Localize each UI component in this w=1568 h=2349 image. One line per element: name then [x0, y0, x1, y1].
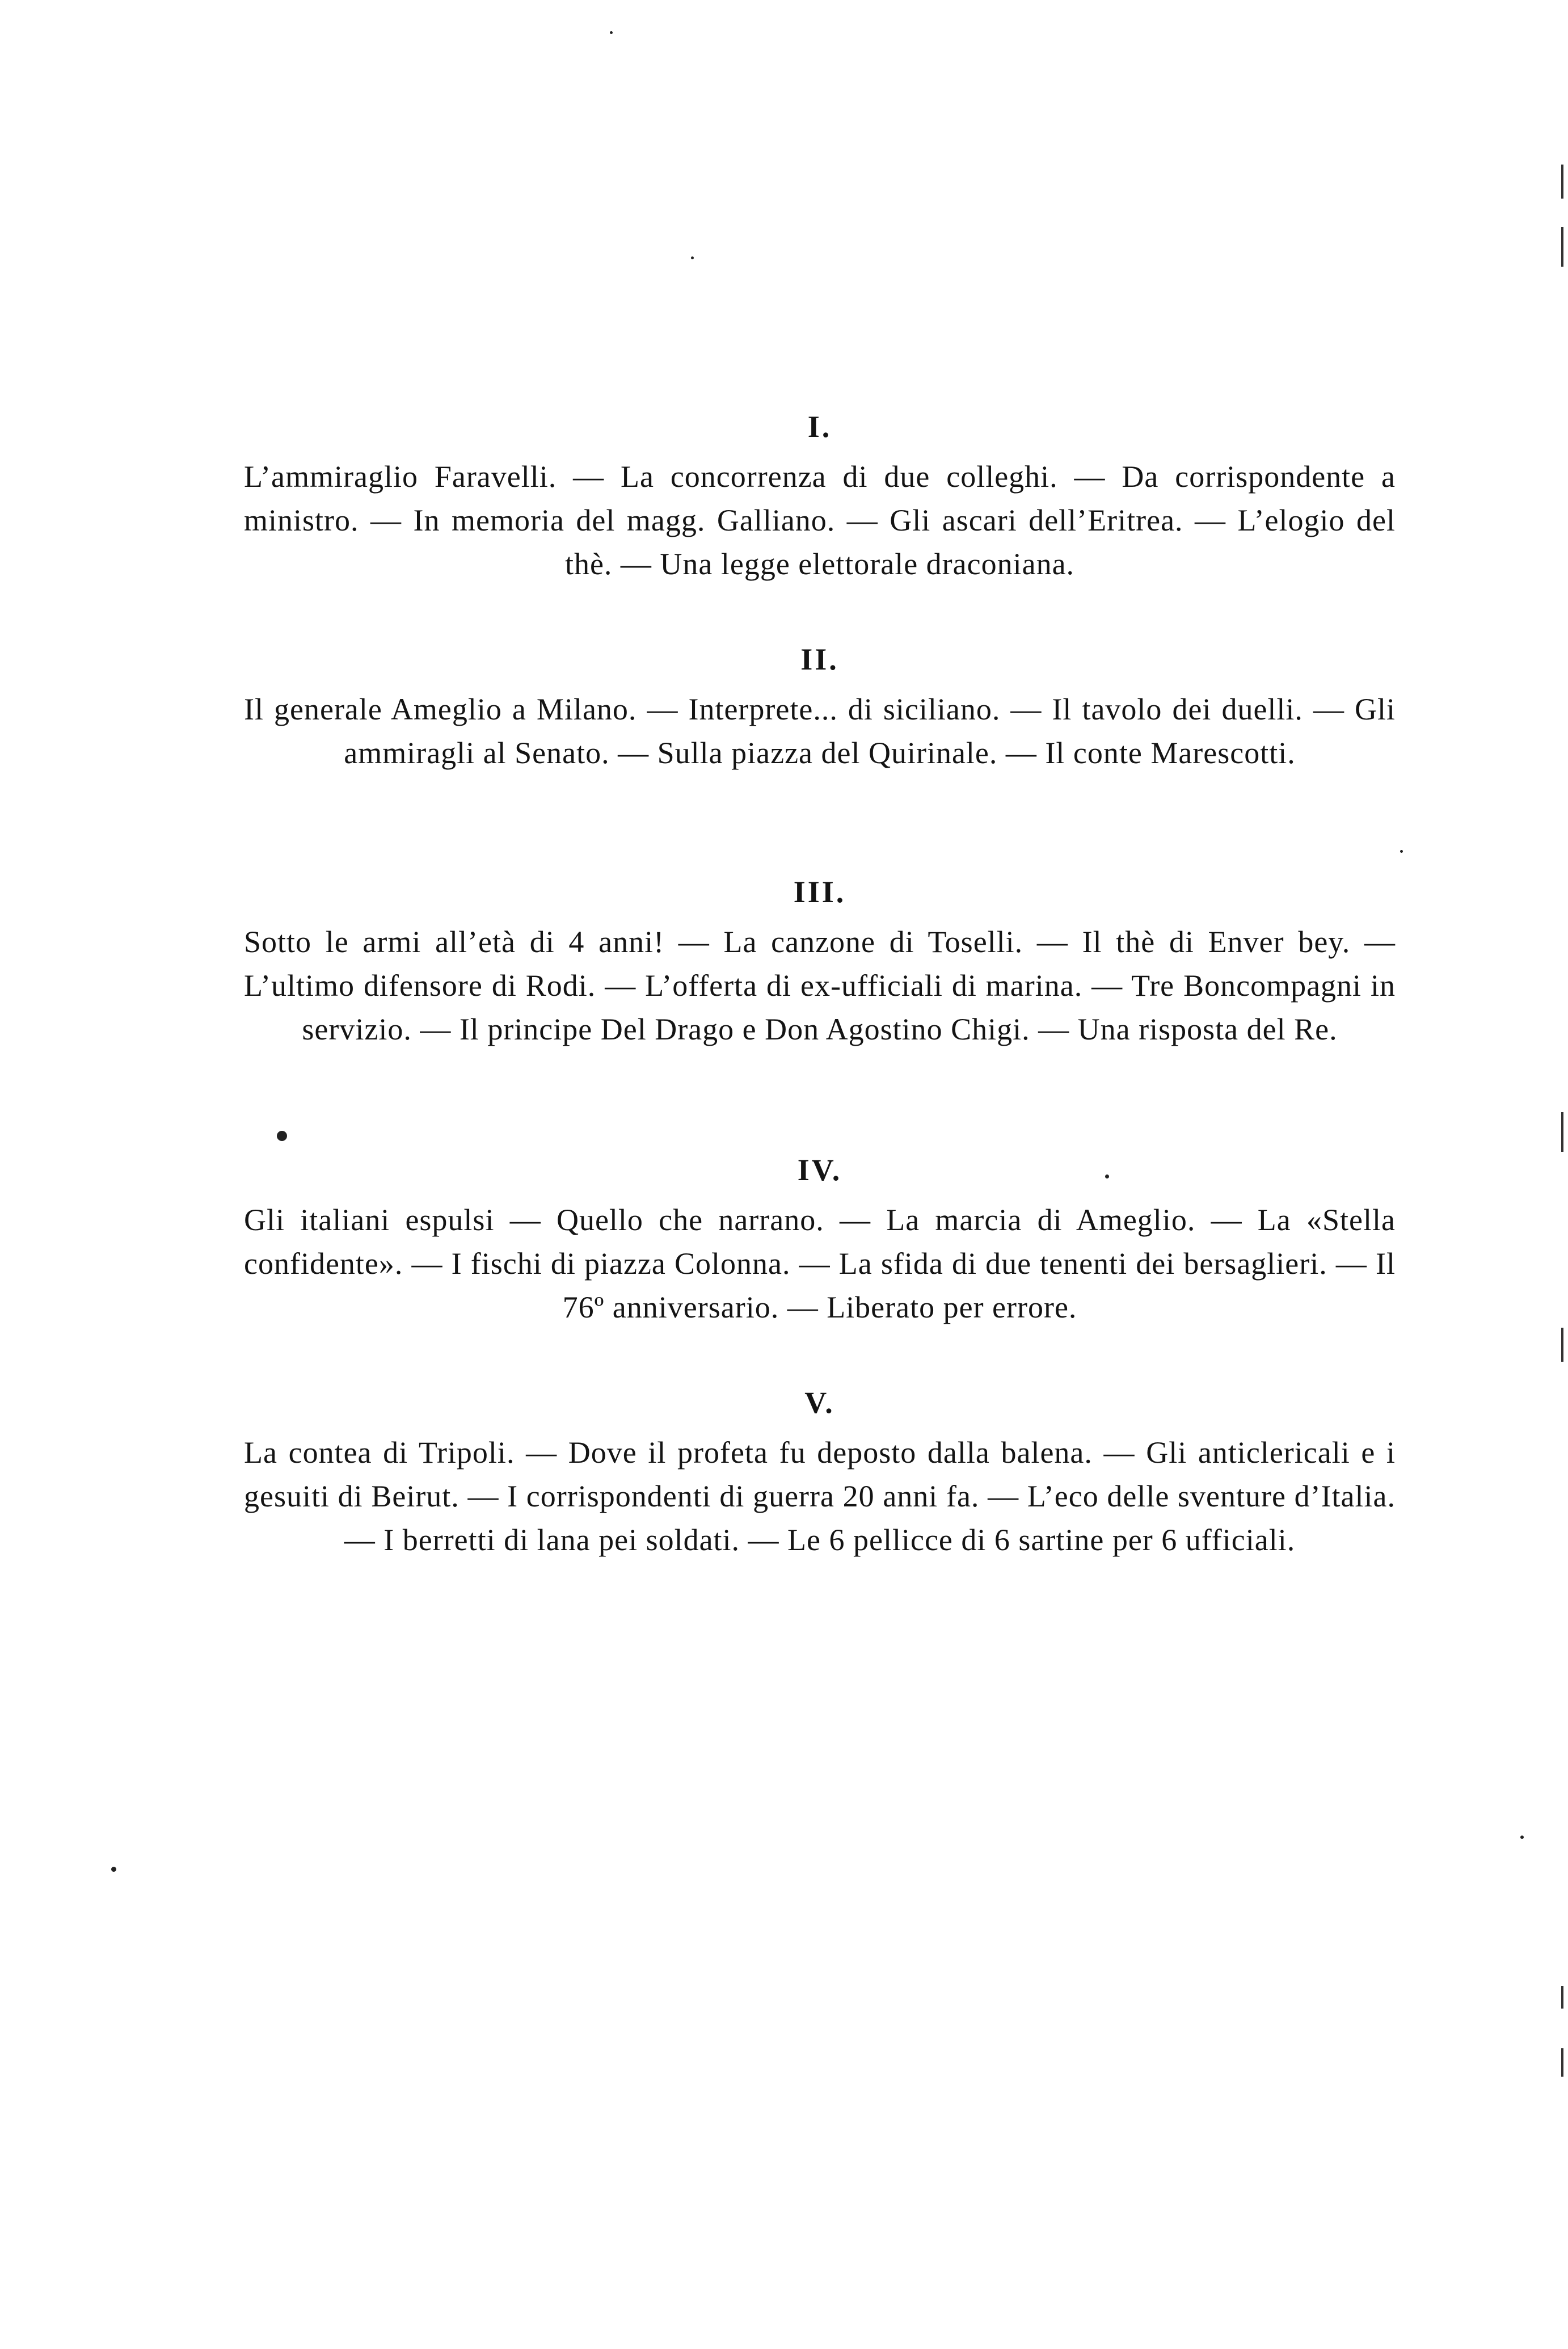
section-3 [244, 874, 1396, 1051]
scan-speck [277, 1131, 287, 1141]
section-numeral: I. [807, 410, 832, 444]
scan-edge-mark [1561, 1328, 1563, 1362]
scan-speck [1520, 1836, 1524, 1839]
section-summary: Sotto le armi all’età di 4 anni! — La canzone di Toselli. — Il thè di Enver bey. — L’ultimo difensore di Rodi. — L’offerta di ex-ufficiali di marina. — Tre Boncompagni in servizio. — Il principe Del Drago e Don Agostino Chigi. — Una risposta del Re. [244, 925, 1396, 1046]
section-1 [244, 409, 1396, 586]
scan-speck [1105, 1175, 1109, 1178]
scan-edge-mark [1561, 1112, 1563, 1152]
section-summary: Gli italiani espulsi — Quello che narrano. — La marcia di Ameglio. — La «Stella confidente». — I fischi di piazza Colonna. — La sfida di due tenenti dei bersaglieri. — Il 76º anniversario. — Liberato per errore. [244, 1203, 1396, 1324]
section-summary: La contea di Tripoli. — Dove il profeta fu deposto dalla balena. — Gli anticlericali e i gesuiti di Beirut. — I corrispondenti di guerra 20 anni fa. — L’eco delle sventure d’Italia. — I berretti di lana pei soldati. — Le 6 pellicce di 6 sartine per 6 ufficiali. [244, 1436, 1396, 1557]
section-numeral: V. [804, 1386, 835, 1420]
scan-edge-mark [1561, 2048, 1563, 2077]
section-2 [244, 641, 1396, 775]
section-5 [244, 1384, 1396, 1562]
section-summary: Il generale Ameglio a Milano. — Interprete... di siciliano. — Il tavolo dei duelli. — Gli ammiragli al Senato. — Sulla piazza del Quirinale. — Il conte Marescotti. [244, 692, 1396, 770]
scan-speck [1400, 850, 1403, 853]
section-numeral: IV. [797, 1153, 842, 1187]
scan-edge-mark [1561, 227, 1563, 267]
section-4 [244, 1152, 1396, 1329]
section-numeral: II. [800, 642, 839, 676]
scan-edge-mark [1561, 165, 1563, 199]
section-numeral: III. [793, 875, 846, 909]
section-summary: L’ammiraglio Faravelli. — La concorrenza di due colleghi. — Da corrispondente a ministro. — In memoria del magg. Galliano. — Gli ascari dell’Eritrea. — L’elogio del thè. — Una legge elettorale draconiana. [244, 460, 1396, 581]
scan-speck [691, 256, 694, 259]
scan-speck [610, 31, 613, 34]
scan-edge-mark [1561, 1986, 1563, 2009]
scan-speck [111, 1867, 116, 1872]
